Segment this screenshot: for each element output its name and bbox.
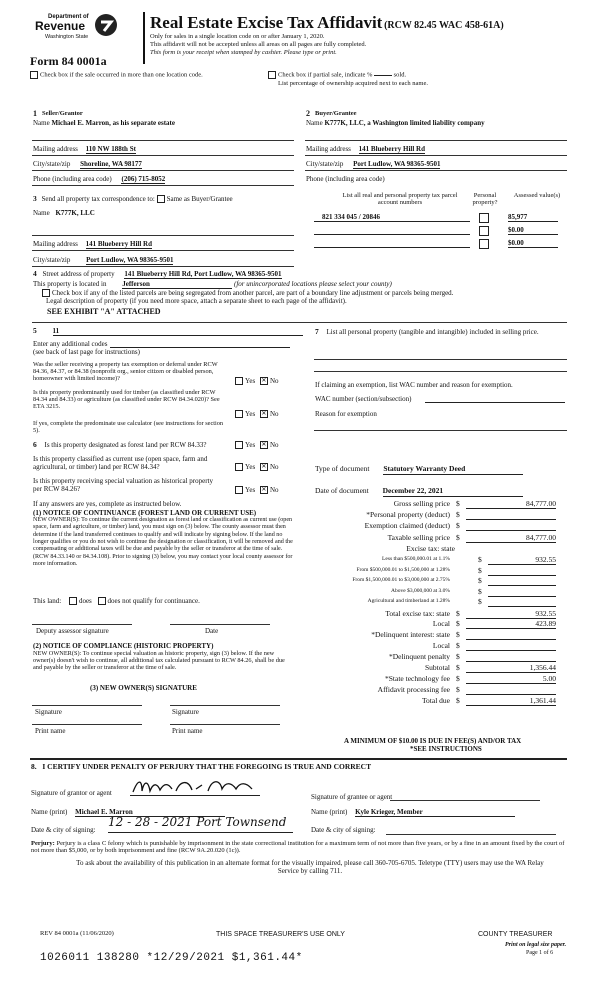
dollar-sign: $ [456,663,460,672]
header-note-1: Only for sales in a single location code on or after January 1, 2020. [150,33,325,40]
tax-row-label: *Personal property (deduct) [366,510,450,519]
codes-note: (see back of last page for instructions) [33,348,140,356]
s6-q3-yes-checkbox[interactable] [235,486,243,494]
owner-print-label-2: Print name [172,727,203,735]
assessed-value-header: Assessed value(s) [513,192,561,199]
no-label: No [269,441,279,449]
grantee-date-label: Date & city of signing: [311,826,376,834]
tax-row-value[interactable] [488,567,556,576]
buyer-phone-label: Phone (including area code) [306,175,385,183]
notice-1-text: NEW OWNER(S): To continue the current designation as forest land or classification as current use (open space, farm and agriculture, or timber) land, you must sign on (3) below. The county assessor must then determine if the land transferred continues to qualify and will indicate by signing below. If the land no longer qualifies or you do not wish to continue the designation or classification, it will be removed and the compensating or additional taxes will be due and payable by the seller or transferor at the time of sale. (RCW 84.33.140 or 84.34.108). Prior to signing (3) below, you may contact your local county assessor for more information. [33,517,293,567]
seller-name[interactable]: Michael E. Marron, as his separate estate [51,119,175,127]
buyer-name[interactable]: K777K, LLC, a Washington limited liability company [324,119,485,127]
yes-label: Yes [245,377,256,385]
corr-name[interactable]: K777K, LLC [55,209,95,217]
s5-q2-yes-checkbox[interactable] [235,410,243,418]
tax-row-label: Exemption claimed (deduct) [364,521,450,530]
logo-state: Washington State [45,34,89,40]
section-3-number: 3 [33,194,37,203]
dollar-sign: $ [456,674,460,683]
dollar-sign: $ [456,499,460,508]
ownership-note: List percentage of ownership acquired next to each name. [278,80,428,87]
tax-row-label: Local [432,641,450,650]
county-treasurer-label: COUNTY TREASURER [478,931,553,938]
land-does-not-checkbox[interactable] [98,597,106,605]
revision-label: REV 84 0001a (11/06/2020) [40,930,114,937]
additional-codes-label: Enter any additional codes [33,340,108,348]
s5-q1-no-checkbox[interactable]: ✕ [261,378,267,385]
tax-row-value[interactable]: 1,356.44 [466,664,556,673]
yes-label: Yes [245,463,256,471]
buyer-mail-label: Mailing address [306,145,351,153]
dollar-sign: $ [478,587,482,596]
section-6-number: 6 [33,440,37,449]
legal-size-note: Print on legal size paper. [505,942,567,948]
located-label: This property is located in [33,280,107,288]
minimum-due-note: A MINIMUM OF $10.00 IS DUE IN FEE(S) AND/OR TAX [344,737,522,745]
dollar-sign: $ [456,685,460,694]
form-title: Real Estate Excise Tax Affidavit [150,13,383,32]
personal-property-checkbox[interactable] [479,226,489,236]
tax-row-value[interactable] [466,686,556,695]
tax-row-value[interactable] [466,522,556,531]
tax-row-value[interactable]: 932.55 [466,610,556,619]
s6-question-3: Is this property receiving special valuation as historical property per RCW 84.26? [33,477,214,494]
doc-date-label: Date of document [315,486,369,495]
dollar-sign: $ [456,510,460,519]
section-4-number: 4 [33,269,37,278]
corr-mail-label: Mailing address [33,240,78,248]
section-1-number: 1 [33,109,37,118]
s6-q1-no-checkbox[interactable]: ✕ [261,442,267,449]
deputy-date-label: Date [205,627,219,635]
grantor-handwritten-date[interactable]: 12 - 28 - 2021 Port Townsend [108,816,293,833]
tax-row-value[interactable] [466,631,556,640]
s6-question-2: Is this property classified as current use (open space, farm and agricultural, or timber) land per RCW 84.34? [33,455,208,472]
s5-question-2: Is this property predominantly used for timber (as classified under RCW 84.34 and 84.33) or agriculture (as classified under RCW 84.34.020)? See ETA 3215. [33,389,220,411]
parcel-number-field[interactable]: 821 334 045 / 20846 [314,213,470,222]
tax-row-label: Total due [421,696,450,705]
s6-question-1: Is this property designated as forest land per RCW 84.33? [44,441,207,449]
grantee-print-name[interactable]: Kyle Krieger, Member [355,808,515,817]
personal-property-checkbox[interactable] [479,213,489,223]
segregation-label: Check box if any of the listed parcels are being segregated from another parcel, are part of a boundary line adjustment or parcels being merged. [52,289,454,297]
assessed-value-field[interactable]: $0.00 [508,226,558,235]
tax-row-label: *State technology fee [385,674,450,683]
seller-heading: Seller/Grantor [42,110,83,117]
land-does-checkbox[interactable] [69,597,77,605]
sold-label: sold. [393,71,407,79]
s6-q3-no-checkbox[interactable]: ✕ [261,487,267,494]
tax-row-label: Gross selling price [393,499,450,508]
alt-format-text: To ask about the availability of this publication in an alternate format for the visually impaired, please call 360-705-6705. Teletype (TTY) users may use the WA Relay Service by calling 711. [76,859,544,876]
perjury-text: Perjury is a class C felony which is punishable by imprisonment in the state correctional institution for a maximum term of not more than five years, or by a fine in an amount fixed by the court of not more than $5,000, or by both imprisonment and fine (RCW 9A.20.020 (1c)). [31,840,565,855]
s5-question-1: Was the seller receiving a property tax exemption or deferral under RCW 84.36, 84.37, or 84.38 (nonprofit org., senior citizen or disabled person, homeowner with limited income)? [33,361,218,383]
cashier-stamp: 1026011 138280 *12/29/2021 $1,361.44* [40,952,303,964]
grantee-name-label: Name (print) [311,808,348,816]
dollar-sign: $ [456,652,460,661]
notice-2-text: NEW OWNER(S): To continue special valuation as historic property, sign (3) below. If the new owner(s) doesn't wish to continue, all additional tax calculated pursuant to RCW 84.26, shall be due and payable by the seller or transferor at the time of sale. [33,650,285,672]
tax-row-label: Above $3,000,000 at 3.0% [391,588,450,594]
s5-question-2b: If yes, complete the predominate use calculator (see instructions for section 5). [33,420,224,435]
no-label: No [269,377,279,385]
tax-row-value[interactable]: 932.55 [488,556,556,565]
s6-q1-yes-checkbox[interactable] [235,441,243,449]
tax-row-value[interactable] [488,598,556,607]
tax-row-label: Subtotal [424,663,450,672]
s5-q1-yes-checkbox[interactable] [235,377,243,385]
does-label: does [78,597,92,605]
wac-label: WAC number (section/subsection) [315,395,412,403]
parcels-header: List all real and personal property tax parcel account numbers [342,192,458,207]
tax-row-value[interactable] [488,588,556,597]
location-code-field[interactable]: 11 [53,327,303,336]
wa-logo-icon [94,13,118,37]
dollar-sign: $ [478,566,482,575]
seller-phone-field[interactable]: (206) 715-8052 [121,175,166,183]
buyer-city-field[interactable]: Port Ludlow, WA 98365-9501 [353,160,441,168]
assessed-value-field[interactable]: $0.00 [508,239,558,248]
section-5-number: 5 [33,326,37,335]
buyer-heading: Buyer/Grantee [315,110,357,117]
dollar-sign: $ [456,609,460,618]
tax-row-label: *Delinquent penalty [388,652,450,661]
parcel-number-field[interactable] [314,226,470,235]
certify-text: I CERTIFY UNDER PENALTY OF PERJURY THAT THE FOREGOING IS TRUE AND CORRECT [42,762,372,771]
seller-city-label: City/state/zip [33,160,71,168]
no-label: No [269,410,279,418]
logo-dept-of: Department of [48,14,89,20]
yes-label: Yes [245,441,256,449]
tax-row-label: Total excise tax: state [385,609,450,618]
corr-city-field[interactable]: Port Ludlow, WA 98365-9501 [86,256,174,264]
header-note-2: This affidavit will not be accepted unless all areas on all pages are fully completed. [150,41,367,48]
multi-location-checkbox[interactable] [30,71,38,79]
legal-desc-label: Legal description of property (if you need more space, attach a separate sheet to each page of the affidavit). [46,297,347,305]
buyer-name-label: Name [306,119,323,127]
section-7-number: 7 [315,327,319,336]
grantor-signature[interactable] [130,777,260,796]
tax-row-value[interactable]: 84,777.00 [466,534,556,543]
street-field[interactable]: 141 Blueberry Hill Rd, Port Ludlow, WA 98365-9501 [124,270,282,278]
seller-city-field[interactable]: Shoreline, WA 98177 [80,160,142,168]
logo-revenue: Revenue [35,19,86,33]
tax-row-label: From $1,500,000.01 to $3,000,000 at 2.75% [352,577,450,583]
corr-city-label: City/state/zip [33,256,71,264]
section-2-number: 2 [306,109,310,118]
dollar-sign: $ [456,630,460,639]
seller-phone-label: Phone (including area code) [33,175,112,183]
dollar-sign: $ [478,597,482,606]
exemption-label: If claiming an exemption, list WAC number and reason for exemption. [315,381,513,389]
notice-1-heading: (1) NOTICE OF CONTINUANCE (FOREST LAND OR CURRENT USE) [33,509,257,517]
seller-name-label: Name [33,119,50,127]
same-as-buyer-checkbox[interactable] [157,195,165,203]
owner-signature-label-2: Signature [172,708,199,716]
tax-row-label: Taxable selling price [387,533,450,542]
this-land-label: This land: [33,597,62,605]
dollar-sign: $ [456,619,460,628]
tax-row-value[interactable]: 84,777.00 [466,500,556,509]
s6-q2-yes-checkbox[interactable] [235,463,243,471]
partial-sale-checkbox[interactable] [268,71,276,79]
s5-q2-no-checkbox[interactable]: ✕ [261,411,267,418]
tax-row-label: Local [432,619,450,628]
perjury-label: Perjury: [31,840,55,847]
same-as-buyer-label: Same as Buyer/Grantee [166,195,233,203]
page-number: Page 1 of 6 [526,950,554,956]
no-label: No [269,486,279,494]
grantor-print-name[interactable]: Michael E. Marron [75,808,225,817]
additional-codes-field[interactable] [110,340,290,348]
tax-row-label: Agricultural and timberland at 1.28% [367,598,450,604]
grantee-signature-label: Signature of grantee or agent [311,793,393,801]
header-note-3: This form is your receipt when stamped by cashier. Please type or print. [150,49,337,56]
yes-label: Yes [245,410,256,418]
personal-property-text: List all personal property (tangible and intangible) included in selling price. [326,328,539,336]
dollar-sign: $ [478,555,482,564]
form-title-ref: (RCW 82.45 WAC 458-61A) [384,20,504,31]
unincorp-note: (for unincorporated locations please select your county) [233,280,392,288]
notice-2-heading: (2) NOTICE OF COMPLIANCE (HISTORIC PROPERTY) [33,642,214,650]
tax-row-label: Affidavit processing fee [377,685,450,694]
tax-row-label: Excise tax: state [406,544,455,553]
wac-field[interactable] [425,395,565,403]
dollar-sign: $ [456,533,460,542]
multi-location-label: Check box if the sale occurred in more than one location code. [40,71,203,79]
partial-percent-field[interactable] [374,75,392,76]
tax-row-value[interactable] [466,642,556,651]
grantor-date-label: Date & city of signing: [31,826,96,834]
treasurer-use-label: THIS SPACE TREASURER'S USE ONLY [216,931,345,938]
tax-row-label: *Delinquent interest: state [371,630,450,639]
seller-mail-field[interactable]: 110 NW 188th St [85,145,136,153]
parcel-number-field[interactable] [314,239,470,248]
corr-heading: Send all property tax correspondence to: [41,195,155,203]
see-instructions-note: *SEE INSTRUCTIONS [410,745,482,753]
grantor-name-label: Name (print) [31,808,68,816]
form-number: Form 84 0001a [30,54,107,68]
s6-q2-no-checkbox[interactable]: ✕ [261,464,267,471]
located-field[interactable]: Jefferson [122,280,232,289]
corr-mail-field[interactable]: 141 Blueberry Hill Rd [85,240,152,248]
does-not-label: does not qualify for continuance. [107,597,200,605]
seller-mail-label: Mailing address [33,145,78,153]
tax-row-value[interactable]: 5.00 [466,675,556,684]
buyer-mail-field[interactable]: 141 Blueberry Hill Rd [358,145,425,153]
tax-row-value[interactable] [466,511,556,520]
dollar-sign: $ [456,521,460,530]
dollar-sign: $ [478,576,482,585]
tax-row-label: Less than $500,000.01 at 1.1% [382,556,450,562]
dollar-sign: $ [456,696,460,705]
doc-date-field[interactable]: December 22, 2021 [383,487,523,497]
tax-row-value[interactable]: 423.89 [466,620,556,629]
owner-signature-label-1: Signature [35,708,62,716]
deputy-signature-label: Deputy assessor signature [36,627,109,635]
notice-3-heading: (3) NEW OWNER(S) SIGNATURE [90,684,197,692]
corr-name-label: Name [33,209,50,217]
street-label: Street address of property [42,270,115,278]
partial-sale-label: Check box if partial sale, indicate % [278,71,373,79]
s6-ifany: If any answers are yes, complete as instructed below. [33,500,182,508]
personal-property-checkbox[interactable] [479,239,489,249]
buyer-city-label: City/state/zip [306,160,344,168]
reason-label: Reason for exemption [315,410,377,418]
grantor-signature-label: Signature of grantor or agent [31,789,112,797]
doc-type-label: Type of document [315,464,370,473]
tax-row-value[interactable]: 1,361.44 [466,697,556,706]
tax-row-label: From $500,000.01 to $1,500,000 at 1.28% [356,567,450,573]
tax-row-value[interactable] [466,653,556,662]
personal-property-header: Personal property? [472,192,498,207]
dor-logo [30,12,130,42]
owner-print-label-1: Print name [35,727,66,735]
section-8-number: 8. [31,762,37,771]
doc-type-field[interactable]: Statutory Warranty Deed [383,465,523,475]
dollar-sign: $ [456,641,460,650]
tax-row-value[interactable] [488,577,556,586]
no-label: No [269,463,279,471]
assessed-value-field[interactable]: 85,977 [508,213,558,222]
yes-label: Yes [245,486,256,494]
exhibit-text[interactable]: SEE EXHIBIT "A" ATTACHED [47,307,161,316]
